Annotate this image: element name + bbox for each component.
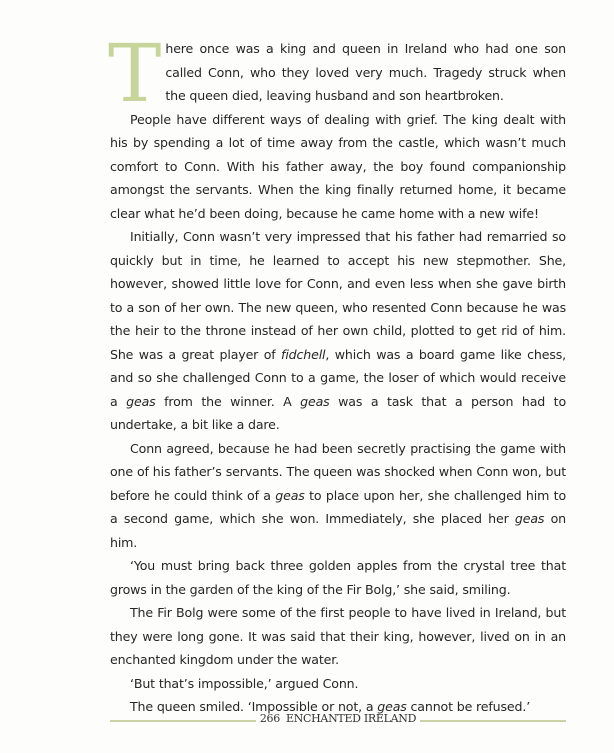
text-run: , which was a board game like chess, and so she challenged Conn to a game, the loser of which would receive a bbox=[110, 346, 566, 409]
paragraph bbox=[110, 672, 566, 696]
italic-term: geas bbox=[275, 487, 305, 503]
italic-term: fidchell bbox=[281, 346, 326, 362]
book-title: ENCHANTED IRELAND bbox=[285, 712, 417, 725]
text-run: here once was a king and queen in Ireland who had one son called Conn, who they loved very much. Tragedy struck when the queen died, leaving husband and son heartbroken. bbox=[165, 41, 566, 103]
text-run: to place upon her, she challenged him to a second game, which she won. Immediately, she placed her bbox=[110, 487, 566, 526]
opening-paragraph bbox=[108, 27, 566, 120]
italic-term: geas bbox=[126, 393, 156, 409]
running-footer bbox=[110, 712, 566, 725]
text-run: Initially, Conn wasn’t very impressed that his father had remarried so quickly but in time, he learned to accept his new stepmother. She, however, showed little love for Conn, and even less when she gave birth to a son of her own. The new queen, who resented Conn because he was the heir to the throne instead of her own child, plotted to get rid of him. She was a great player of bbox=[110, 229, 566, 362]
page-body bbox=[108, 27, 566, 719]
italic-term: geas bbox=[300, 393, 330, 409]
page-footer bbox=[110, 711, 566, 731]
paragraph bbox=[110, 225, 566, 437]
text-run: from the winner. A bbox=[155, 393, 301, 409]
text-run: was a task that a person had to undertake, a bit like a dare. bbox=[110, 393, 566, 432]
page-number: 266 bbox=[259, 712, 280, 725]
text-run: The Fir Bolg were some of the first people to have lived in Ireland, but they were long gone. It was said that their king, however, lived on in an enchanted kingdom under the water. bbox=[110, 605, 566, 667]
text-run: People have different ways of dealing with grief. The king dealt with his by spending a lot of time away from the castle, which wasn’t much comfort to Conn. With his father away, the boy found companionship amongst the servants. When the king finally returned home, it became clear what he’d been doing, because he came home with a new wife! bbox=[110, 111, 566, 221]
paragraph bbox=[110, 437, 566, 555]
text-run: The queen smiled. ‘Impossible or not, a bbox=[130, 699, 378, 714]
text-run: ‘You must bring back three golden apples from the crystal tree that grows in the garden of the king of the Fir Bolg,’ she said, smiling. bbox=[110, 558, 566, 597]
text-run: Conn agreed, because he had been secretly practising the game with one of his father’s servants. The queen was shocked when Conn won, but before he could think of a bbox=[110, 440, 566, 503]
italic-term: geas bbox=[514, 511, 545, 526]
paragraph bbox=[110, 554, 566, 601]
footer-rule-right bbox=[420, 720, 566, 722]
paragraph bbox=[110, 601, 566, 672]
text-run: on him. bbox=[110, 511, 566, 550]
text-run: ‘But that’s impossible,’ argued Conn. bbox=[130, 675, 359, 691]
italic-term: geas bbox=[377, 699, 407, 714]
text-run: cannot be refused.’ bbox=[406, 699, 531, 714]
paragraph bbox=[110, 108, 566, 226]
drop-cap: T bbox=[108, 27, 162, 120]
